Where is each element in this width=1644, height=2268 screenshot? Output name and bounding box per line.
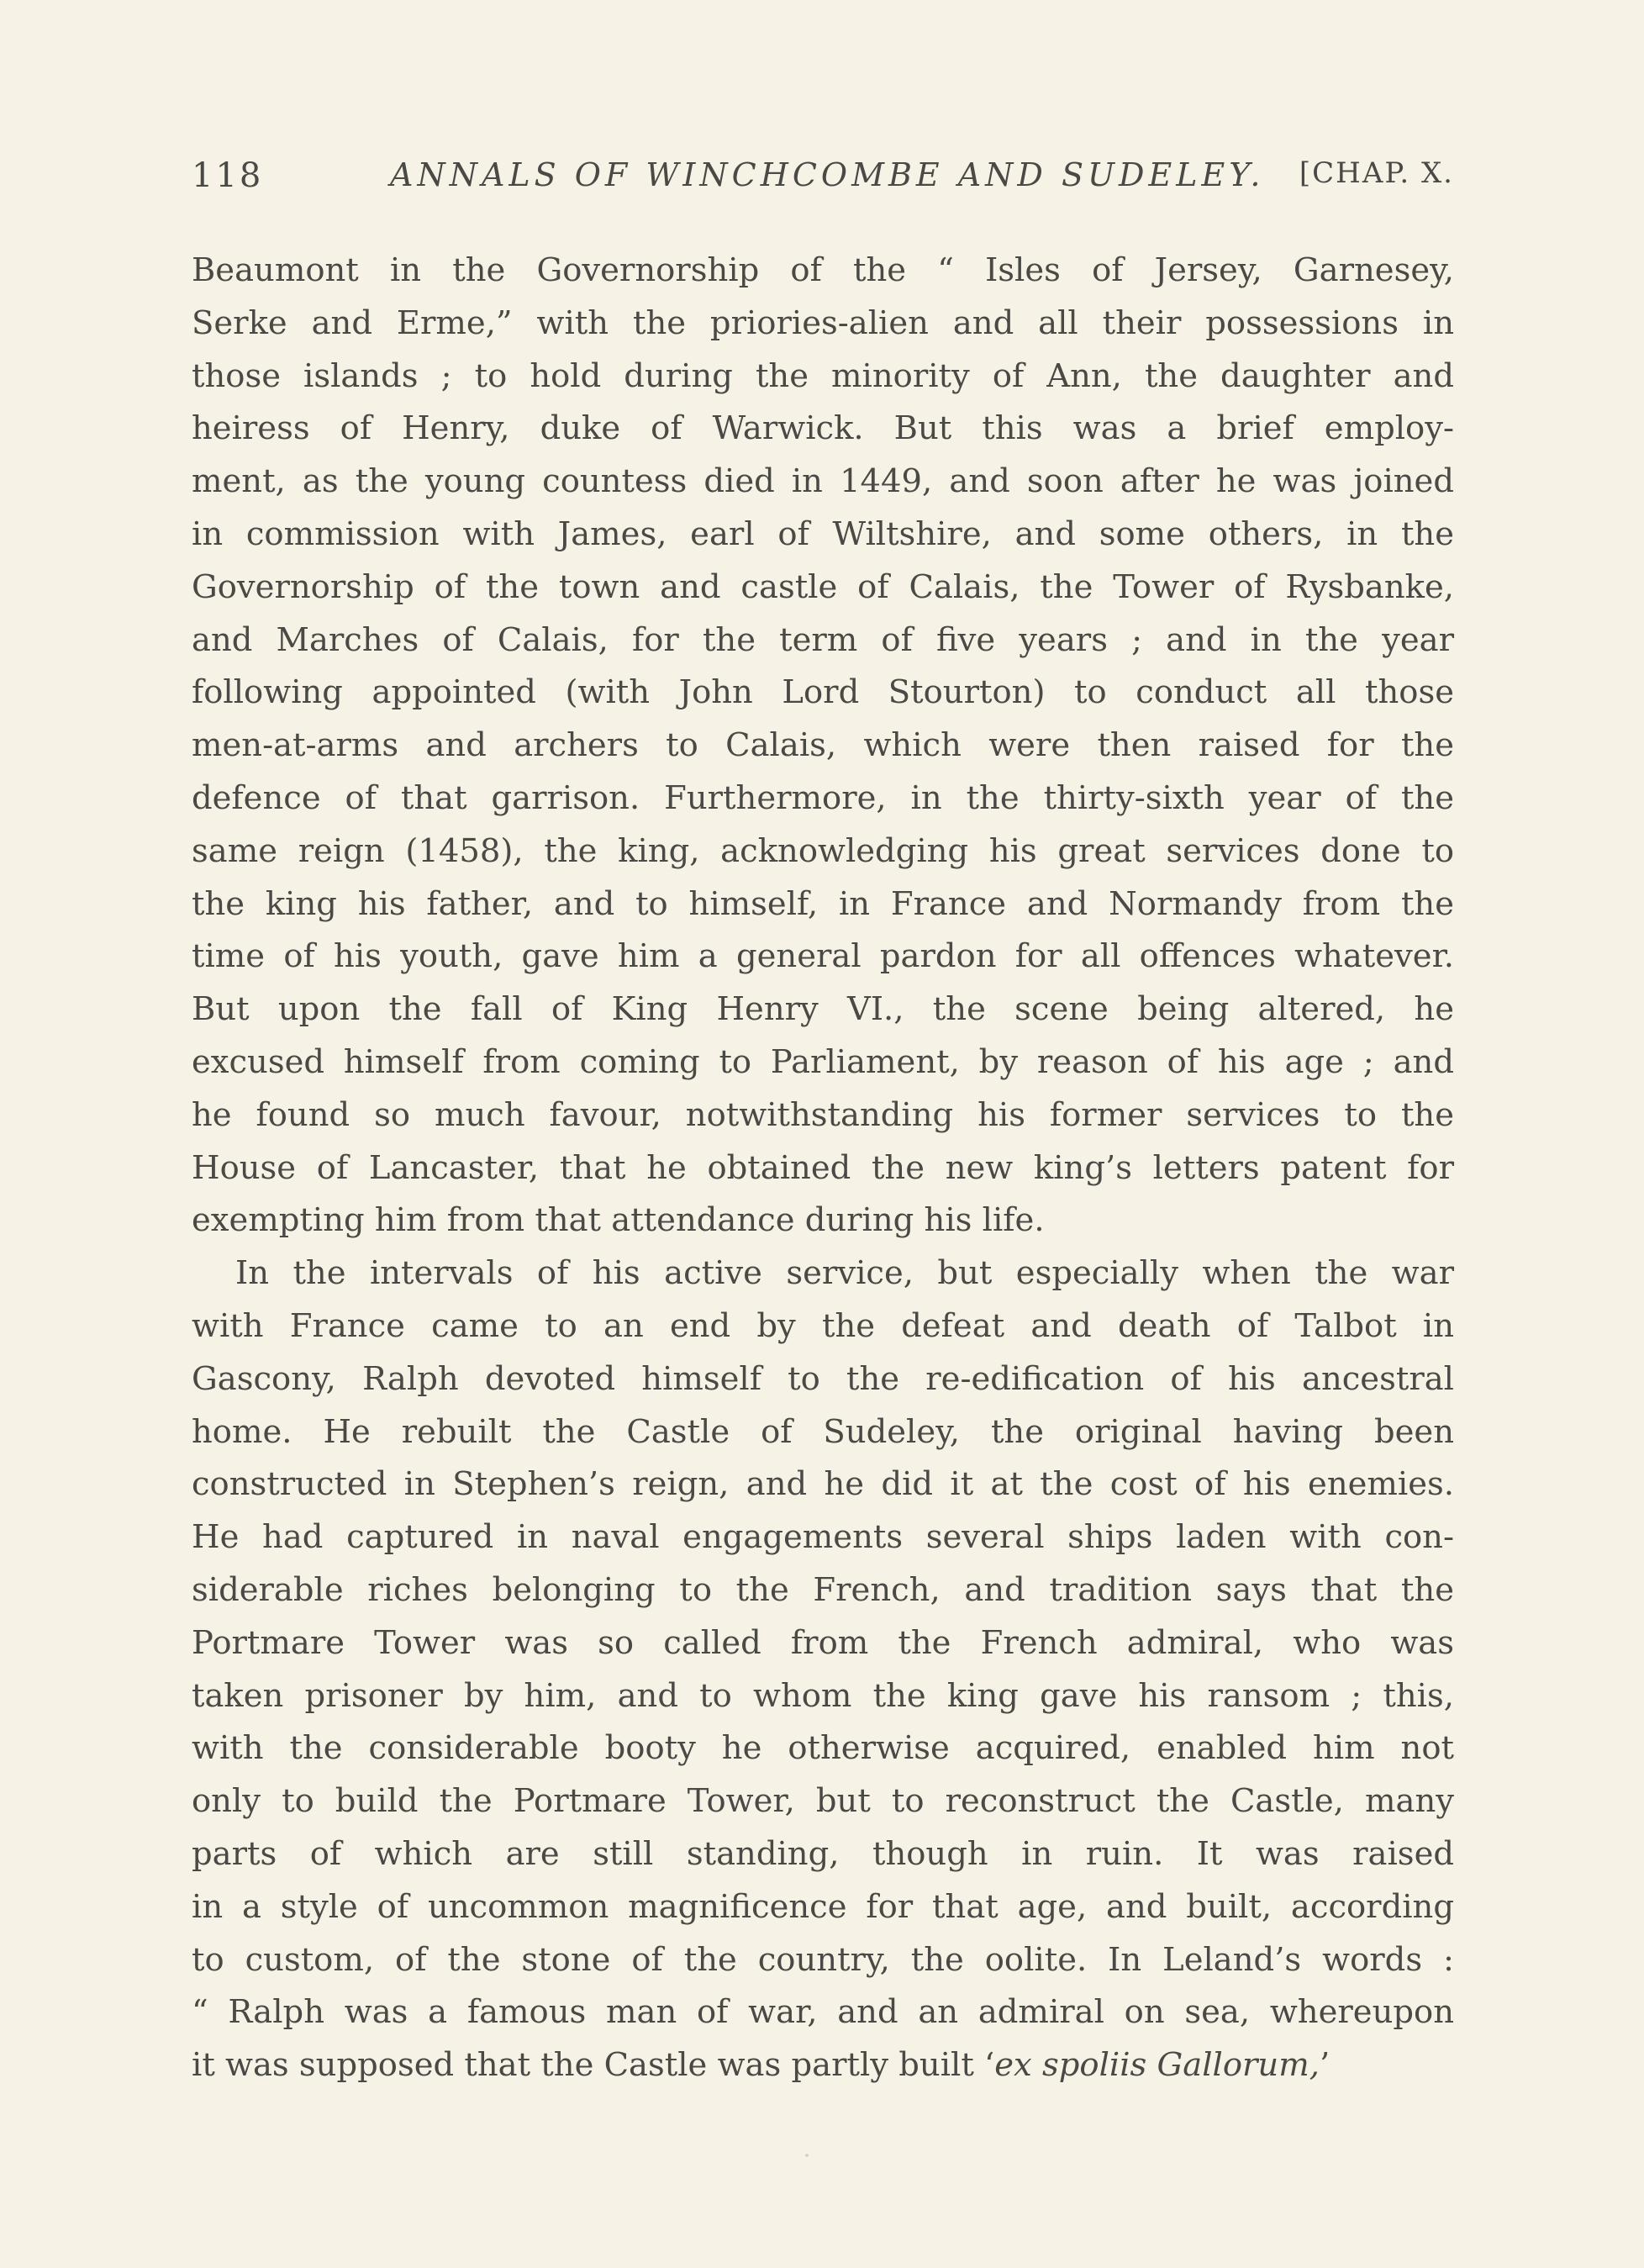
text-line: “ Ralph was a famous man of war, and an admiral on sea, whereupon [192, 1993, 1454, 2032]
text-line: ment, as the young countess died in 1449, and soon after he was joined [192, 462, 1454, 501]
italic-latin-phrase: ex spoliis Gallorum, [994, 2046, 1320, 2085]
text-line: Serke and Erme,” with the priories-alien and all their possessions in [192, 303, 1454, 342]
page-speck [805, 2154, 809, 2157]
text-line: time of his youth, gave him a general pardon for all offences whatever. [192, 937, 1454, 976]
text-line: Beaumont in the Governorship of the “ Isles of Jersey, Garnesey, [192, 251, 1454, 289]
text-line: But upon the fall of King Henry VI., the scene being altered, he [192, 990, 1454, 1029]
text-line: Gascony, Ralph devoted himself to the re-edification of his ancestral [192, 1359, 1454, 1398]
text-line: exempting him from that attendance during his life. [192, 1201, 1045, 1240]
text-line: In the intervals of his active service, but especially when the war [235, 1254, 1454, 1293]
chapter-reference: [CHAP. X. [1299, 156, 1454, 190]
paragraph-2 [192, 1247, 1454, 2092]
text-line: to custom, of the stone of the country, the oolite. In Leland’s words : [192, 1940, 1454, 1979]
text-line [192, 2039, 1454, 2092]
text-line: siderable riches belonging to the French, and tradition says that the [192, 1570, 1454, 1609]
text-line: following appointed (with John Lord Stourton) to conduct all those [192, 673, 1454, 712]
final-line-close-quote: ’ [1319, 2046, 1330, 2085]
page-number: 118 [192, 156, 264, 195]
text-line: He had captured in naval engagements several ships laden with con- [192, 1518, 1454, 1557]
text-line: Governorship of the town and castle of Calais, the Tower of Rysbanke, [192, 567, 1454, 606]
running-head [192, 156, 1454, 203]
text-line: heiress of Henry, duke of Warwick. But this was a brief employ- [192, 409, 1454, 448]
text-line: defence of that garrison. Furthermore, in the thirty-sixth year of the [192, 778, 1454, 817]
text-line: home. He rebuilt the Castle of Sudeley, the original having been [192, 1412, 1454, 1451]
text-line: same reign (1458), the king, acknowledging his great services done to [192, 831, 1454, 870]
text-line: only to build the Portmare Tower, but to reconstruct the Castle, many [192, 1782, 1454, 1821]
paragraph-1 [192, 245, 1454, 1247]
text-line: and Marches of Calais, for the term of five years ; and in the year [192, 620, 1454, 659]
book-title: ANNALS OF WINCHCOMBE AND SUDELEY. [390, 156, 1265, 193]
text-line: he found so much favour, notwithstanding his former services to the [192, 1095, 1454, 1134]
body-text [192, 245, 1454, 2092]
text-line: Portmare Tower was so called from the French admiral, who was [192, 1623, 1454, 1662]
text-line: men-at-arms and archers to Calais, which were then raised for the [192, 726, 1454, 765]
text-line: the king his father, and to himself, in France and Normandy from the [192, 884, 1454, 923]
text-line: parts of which are still standing, though in ruin. It was raised [192, 1834, 1454, 1873]
text-line: with the considerable booty he otherwise acquired, enabled him not [192, 1729, 1454, 1768]
text-line: excused himself from coming to Parliament, by reason of his age ; and [192, 1042, 1454, 1081]
text-line: House of Lancaster, that he obtained the new king’s letters patent for [192, 1148, 1454, 1187]
final-line-text: it was supposed that the Castle was partly built ‘ [192, 2046, 995, 2085]
text-line: in a style of uncommon magnificence for that age, and built, according [192, 1887, 1454, 1926]
text-line: with France came to an end by the defeat and death of Talbot in [192, 1306, 1454, 1345]
text-line: constructed in Stephen’s reign, and he did it at the cost of his enemies. [192, 1465, 1454, 1504]
text-line: in commission with James, earl of Wiltshire, and some others, in the [192, 514, 1454, 553]
text-line: taken prisoner by him, and to whom the king gave his ransom ; this, [192, 1676, 1454, 1715]
text-line: those islands ; to hold during the minority of Ann, the daughter and [192, 356, 1454, 395]
